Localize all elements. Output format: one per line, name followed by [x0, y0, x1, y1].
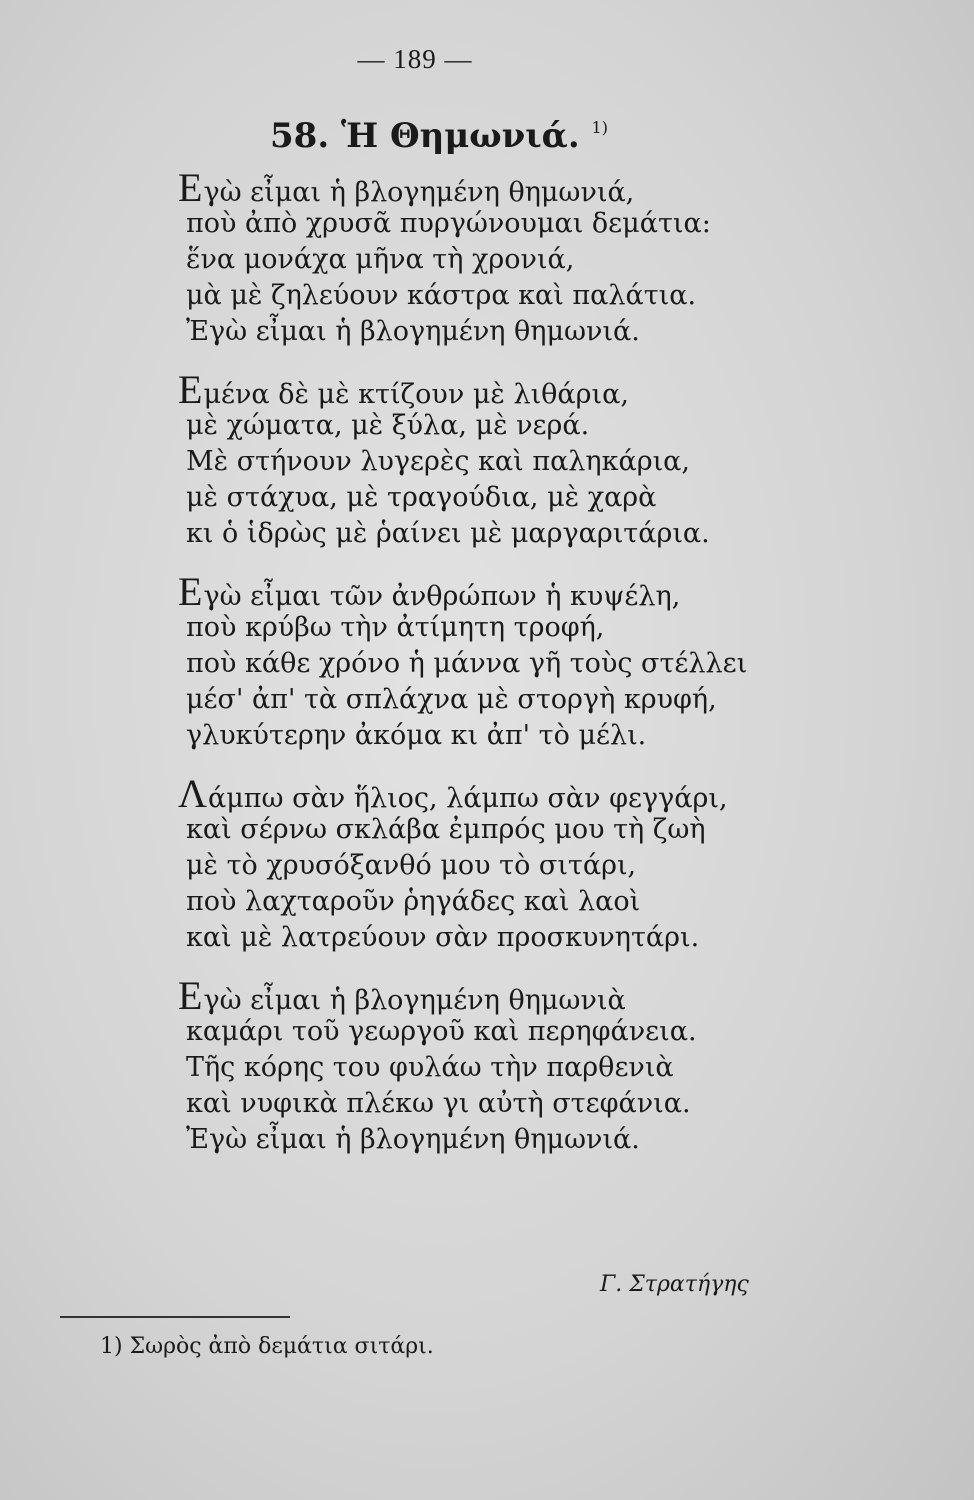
drop-cap: Ε — [178, 165, 203, 210]
poem-line: ποὺ λαχταροῦν ῥηγάδες καὶ λαοὶ — [186, 886, 641, 917]
poem-line: καμάρι τοῦ γεωργοῦ καὶ περηφάνεια. — [186, 1016, 697, 1047]
poem-line: γλυκύτερην ἀκόμα κι ἀπ' τὸ μέλι. — [186, 720, 647, 751]
poem-line: κι ὁ ἱδρὼς μὲ ῥαίνει μὲ μαργαριτάρια. — [186, 518, 710, 549]
drop-cap: Ε — [178, 569, 203, 614]
poem-line — [178, 165, 746, 210]
poem-line: μέσ' ἀπ' τὰ σπλάχνα μὲ στοργὴ κρυφή, — [186, 684, 717, 715]
author-signature: Γ. Στρατήγης — [600, 1272, 749, 1297]
poem-line — [178, 771, 746, 816]
poem-line: ποὺ κρύβω τὴν ἀτίμητη τροφή, — [186, 612, 605, 643]
poem-line: μὲ τὸ χρυσόξανθό μου τὸ σιτάρι, — [186, 850, 637, 881]
drop-cap: Ε — [178, 973, 203, 1018]
poem-line — [178, 367, 746, 412]
poem-line: μὰ μὲ ζηλεύουν κάστρα καὶ παλάτια. — [186, 280, 697, 311]
drop-cap: Λ — [178, 771, 208, 816]
poem-line: ποὺ ἀπὸ χρυσᾶ πυργώνουμαι δεμάτια: — [186, 208, 711, 239]
poem-line: ἕνα μονάχα μῆνα τὴ χρονιά, — [186, 244, 575, 275]
poem-line-text: άμπω σὰν ἥλιος, λάμπω σὰν φεγγάρι, — [208, 783, 728, 814]
footnote: 1) Σωρὸς ἀπὸ δεμάτια σιτάρι. — [100, 1334, 434, 1359]
footnote-marker: 1) — [591, 118, 608, 137]
stanza-3 — [178, 569, 748, 754]
poem-title — [270, 116, 608, 156]
poem-line-text: γὼ εἶμαι τῶν ἀνθρώπων ἡ κυψέλη, — [203, 581, 681, 612]
drop-cap: Ε — [178, 367, 203, 412]
poem-line: μὲ χώματα, μὲ ξύλα, μὲ νερά. — [186, 410, 590, 441]
footnote-divider — [60, 1316, 290, 1318]
poem-line: καὶ σέρνω σκλάβα ἐμπρός μου τὴ ζωὴ — [186, 814, 706, 845]
poem-line: ποὺ κάθε χρόνο ἡ μάννα γῆ τοὺς στέλλει — [186, 648, 748, 679]
poem-title-text: 58. Ἡ Θημωνιά. — [270, 116, 580, 156]
stanza-1 — [178, 165, 746, 350]
poem-line: Τῆς κόρης του φυλάω τὴν παρθενιὰ — [186, 1052, 674, 1083]
poem-line — [178, 569, 746, 614]
stanza-4 — [178, 771, 746, 956]
stanza-5 — [178, 973, 746, 1158]
poem-line-text: μένα δὲ μὲ κτίζουν μὲ λιθάρια, — [203, 379, 629, 410]
poem-line: Ἐγὼ εἶμαι ἡ βλογημένη θημωνιά. — [186, 1124, 640, 1155]
poem-line: καὶ μὲ λατρεύουν σὰν προσκυνητάρι. — [186, 922, 700, 953]
poem-line-text: γὼ εἶμαι ἡ βλογημένη θημωνιὰ — [203, 985, 626, 1016]
poem-line: καὶ νυφικὰ πλέκω γι αὐτὴ στεφάνια. — [186, 1088, 691, 1119]
page-number: — 189 — — [357, 44, 473, 74]
poem-line-text: γὼ εἶμαι ἡ βλογημένη θημωνιά, — [203, 177, 635, 208]
poem-line: Ἐγὼ εἶμαι ἡ βλογημένη θημωνιά. — [186, 316, 640, 347]
stanza-2 — [178, 367, 746, 552]
poem-line: μὲ στάχυα, μὲ τραγούδια, μὲ χαρὰ — [186, 482, 657, 513]
poem-line: Μὲ στήνουν λυγερὲς καὶ παληκάρια, — [186, 446, 690, 477]
poem-body — [178, 165, 748, 1180]
poem-line — [178, 973, 746, 1018]
